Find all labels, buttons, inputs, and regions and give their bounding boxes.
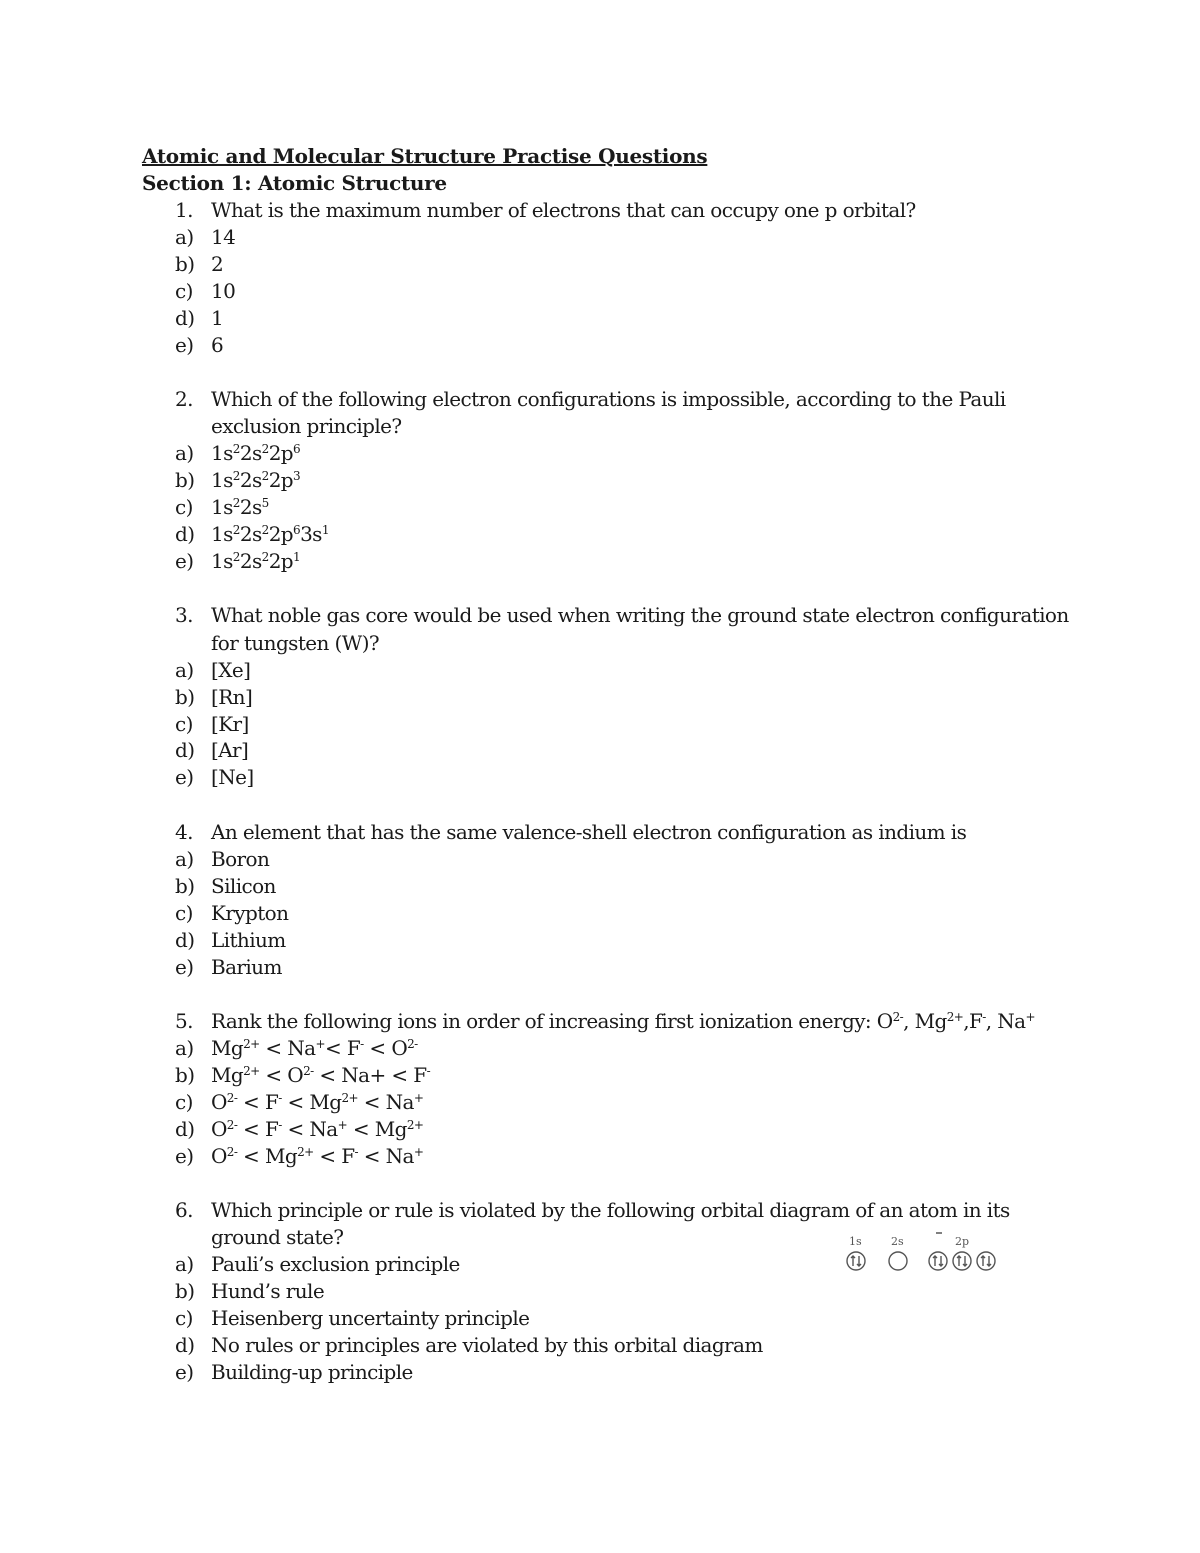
q3-option-e: e) [Ne]: [175, 765, 254, 789]
question-2: 2. Which of the following electron configurations is impossible, according to the Pauli: [175, 387, 1006, 411]
question-6-continued: ground state?: [211, 1225, 344, 1249]
q1-option-a: a) 14: [175, 225, 236, 249]
q4-option-b: b) Silicon: [175, 874, 276, 898]
q2-option-c: c) $1s^22s^5$: [175, 495, 269, 519]
q5-option-e: e) $O^{2-} < Mg^{2+} < F^- < Na^+$: [175, 1144, 424, 1168]
orbital-2s-empty: [889, 1252, 907, 1270]
q5-option-d: d) $O^{2-} < F^- < Na^+ < Mg^{2+}$: [175, 1117, 424, 1141]
orbital-2p-3-paired: [977, 1252, 995, 1270]
question-2-continued: exclusion principle?: [211, 414, 402, 438]
question-number: 1.: [175, 198, 193, 222]
q1-option-b: b) 2: [175, 252, 224, 276]
q6-option-a: a) Pauli’s exclusion principle: [175, 1252, 460, 1276]
q2-option-e: e) $1s^22s^22p^1$: [175, 549, 301, 573]
section-heading: Section 1: Atomic Structure: [142, 171, 447, 195]
question-6: 6. Which principle or rule is violated by the following orbital diagram of an atom in its: [175, 1198, 1010, 1222]
orbital-label-2p: 2p: [955, 1235, 970, 1248]
orbital-2p-2-paired: [953, 1252, 971, 1270]
q6-option-c: c) Heisenberg uncertainty principle: [175, 1306, 530, 1330]
q2-option-a: a) $1s^22s^22p^6$: [175, 441, 301, 465]
question-5: 5. Rank the following ions in order of increasing first ionization energy: $O^{2-}$, $Mg^{2+},F^-$, Na+: [175, 1009, 1035, 1033]
question-text: What is the maximum number of electrons that can occupy one p orbital?: [211, 198, 916, 222]
q2-option-d: d) $1s^22s^22p^63s^1$: [175, 522, 329, 546]
question-3: 3. What noble gas core would be used when writing the ground state electron configuration: [175, 603, 1069, 627]
document-title: Atomic and Molecular Structure Practise Questions: [142, 144, 708, 168]
q6-option-e: e) Building-up principle: [175, 1360, 413, 1384]
q4-option-c: c) Krypton: [175, 901, 289, 925]
q5-option-a: a) $Mg^{2+} < Na^+< F^- < O^{2-}$: [175, 1036, 418, 1060]
q4-option-e: e) Barium: [175, 955, 282, 979]
q6-option-b: b) Hund’s rule: [175, 1279, 325, 1303]
question-4: 4. An element that has the same valence-shell electron configuration as indium is: [175, 820, 967, 844]
q2-option-b: b) $1s^22s^22p^3$: [175, 468, 301, 492]
q6-option-d: d) No rules or principles are violated by this orbital diagram: [175, 1333, 763, 1357]
question-3-continued: for tungsten (W)?: [211, 631, 380, 655]
q1-option-c: c) 10: [175, 279, 236, 303]
q3-option-c: c) [Kr]: [175, 712, 249, 736]
q4-option-d: d) Lithium: [175, 928, 286, 952]
q3-option-b: b) [Rn]: [175, 685, 253, 709]
q4-option-a: a) Boron: [175, 847, 270, 871]
q1-option-d: d) 1: [175, 306, 224, 330]
q3-option-a: a) [Xe]: [175, 658, 251, 682]
orbital-1s-paired: [847, 1252, 865, 1270]
orbital-label-1s: 1s: [849, 1235, 862, 1248]
orbital-label-2s: 2s: [891, 1235, 904, 1248]
q5-option-c: c) $O^{2-} < F^- < Mg^{2+} < Na^+$: [175, 1090, 424, 1114]
q3-option-d: d) [Ar]: [175, 738, 249, 762]
q1-option-e: e) 6: [175, 333, 224, 357]
orbital-diagram: [838, 1232, 1008, 1276]
question-1: [175, 198, 916, 222]
orbital-2p-1-paired: [929, 1252, 947, 1270]
q5-option-b: b) $Mg^{2+} < O^{2-} < Na+ < F^-$: [175, 1063, 431, 1087]
